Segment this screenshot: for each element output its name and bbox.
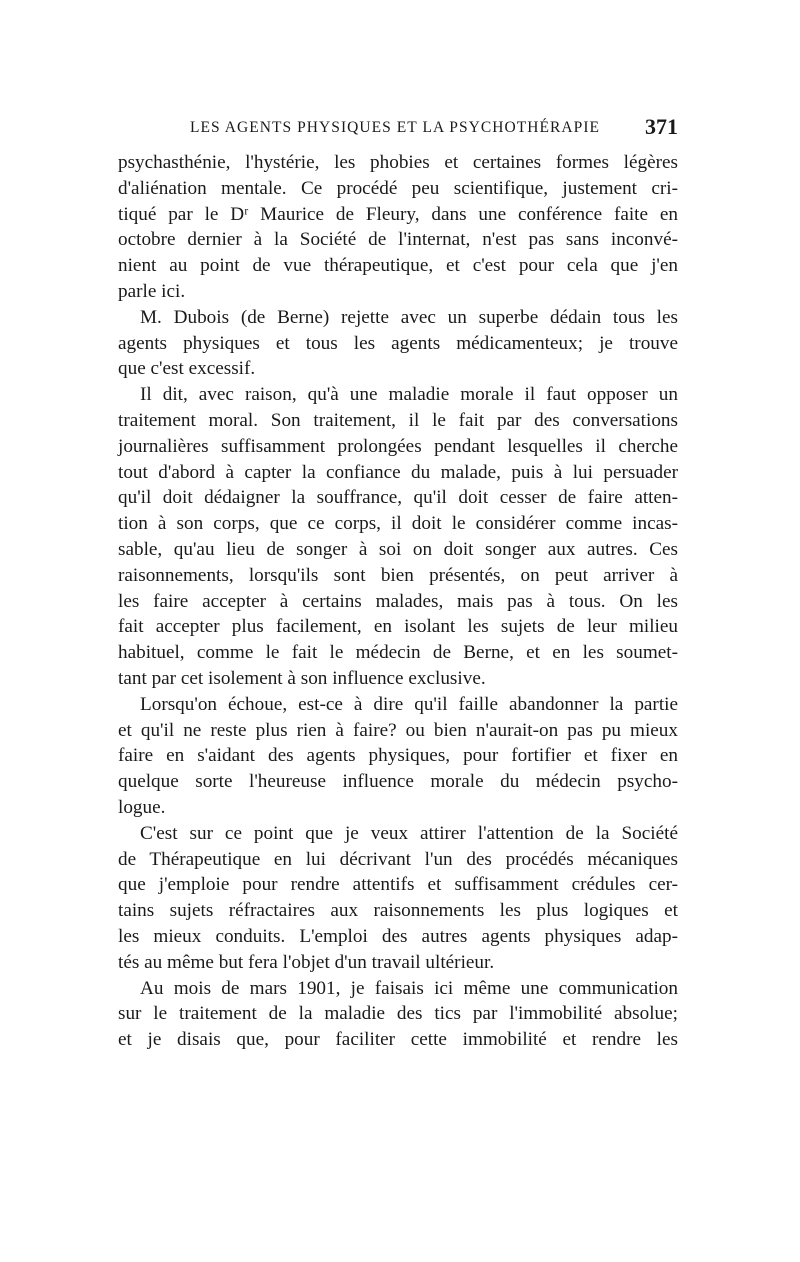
text-line: tés au même but fera l'objet d'un travail ultérieur. bbox=[118, 951, 495, 973]
body-text bbox=[118, 150, 678, 1053]
text-line: quelque sorte l'heureuse influence morale du médecin psycho- bbox=[118, 771, 678, 793]
text-line: de Thérapeutique en lui décrivant l'un des procédés mécaniques bbox=[118, 848, 678, 870]
text-line: que j'emploie pour rendre attentifs et suffisamment crédules cer- bbox=[118, 874, 678, 896]
text-line: habituel, comme le fait le médecin de Berne, et en les soumet- bbox=[118, 642, 678, 664]
text-line: et je disais que, pour faciliter cette immobilité et rendre les bbox=[118, 1029, 678, 1051]
text-line: tiqué par le Dʳ Maurice de Fleury, dans une conférence faite en bbox=[118, 203, 678, 225]
text-line: les faire accepter à certains malades, mais pas à tous. On les bbox=[118, 590, 678, 612]
text-line: sur le traitement de la maladie des tics par l'immobilité absolue; bbox=[118, 1003, 678, 1025]
text-line: M. Dubois (de Berne) rejette avec un superbe dédain tous les bbox=[140, 306, 678, 328]
text-line: tant par cet isolement à son influence exclusive. bbox=[118, 667, 486, 689]
text-line: nient au point de vue thérapeutique, et c'est pour cela que j'en bbox=[118, 255, 678, 277]
text-line: fait accepter plus facilement, en isolant les sujets de leur milieu bbox=[118, 616, 678, 638]
running-head bbox=[118, 114, 678, 142]
text-line: Il dit, avec raison, qu'à une maladie morale il faut opposer un bbox=[140, 384, 678, 406]
text-line: agents physiques et tous les agents médicamenteux; je trouve bbox=[118, 332, 678, 354]
text-line: psychasthénie, l'hystérie, les phobies et certaines formes légères bbox=[118, 152, 678, 173]
text-line: faire en s'aidant des agents physiques, pour fortifier et fixer en bbox=[118, 745, 678, 767]
text-line: tains sujets réfractaires aux raisonnements les plus logiques et bbox=[118, 900, 678, 922]
text-line: tout d'abord à capter la confiance du malade, puis à lui persuader bbox=[118, 461, 678, 483]
text-line: et qu'il ne reste plus rien à faire? ou bien n'aurait-on pas pu mieux bbox=[118, 719, 678, 741]
text-line: journalières suffisamment prolongées pendant lesquelles il cherche bbox=[118, 435, 678, 457]
text-line: les mieux conduits. L'emploi des autres agents physiques adap- bbox=[118, 925, 678, 947]
text-line: sable, qu'au lieu de songer à soi on doit songer aux autres. Ces bbox=[118, 538, 678, 560]
text-line: octobre dernier à la Société de l'internat, n'est pas sans inconvé- bbox=[118, 229, 678, 251]
text-line: Au mois de mars 1901, je faisais ici même une communication bbox=[140, 977, 678, 999]
text-line: parle ici. bbox=[118, 280, 186, 302]
text-line: d'aliénation mentale. Ce procédé peu scientifique, justement cri- bbox=[118, 177, 678, 199]
text-line: logue. bbox=[118, 796, 166, 818]
text-line: traitement moral. Son traitement, il le fait par des conversations bbox=[118, 409, 678, 431]
text-line: raisonnements, lorsqu'ils sont bien présentés, on peut arriver à bbox=[118, 564, 678, 586]
page-number: 371 bbox=[645, 114, 678, 139]
running-title: LES AGENTS PHYSIQUES ET LA PSYCHOTHÉRAPIE bbox=[190, 119, 601, 136]
text-line: C'est sur ce point que je veux attirer l'attention de la Société bbox=[140, 822, 678, 844]
text-line: Lorsqu'on échoue, est-ce à dire qu'il faille abandonner la partie bbox=[140, 693, 678, 715]
text-line: qu'il doit dédaigner la souffrance, qu'il doit cesser de faire atten- bbox=[118, 487, 678, 509]
text-line: tion à son corps, que ce corps, il doit le considérer comme incas- bbox=[118, 513, 678, 535]
text-line: que c'est excessif. bbox=[118, 358, 256, 380]
